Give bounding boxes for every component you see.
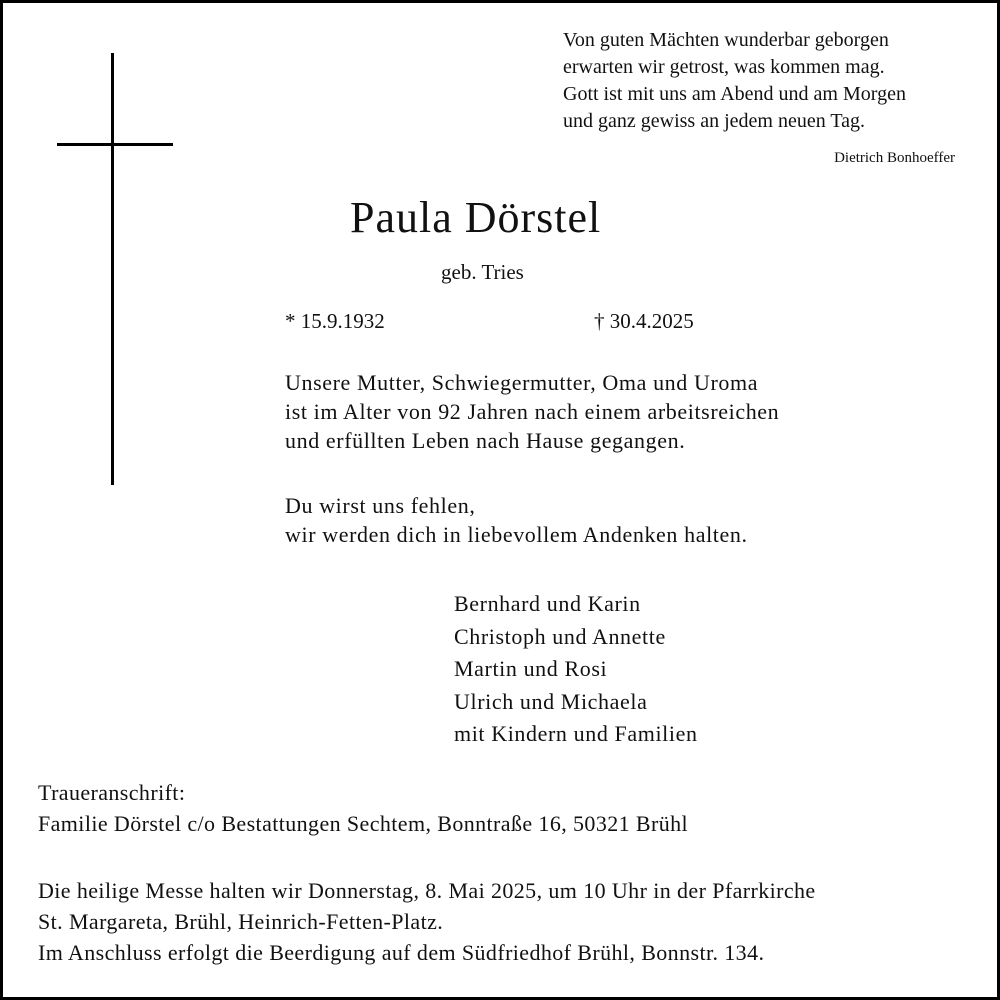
message-line: Du wirst uns fehlen,: [285, 493, 476, 518]
service-line: St. Margareta, Brühl, Heinrich-Fetten-Platz.: [38, 909, 444, 934]
cross-icon-vertical-bar: [111, 53, 114, 485]
quote-line: erwarten wir getrost, was kommen mag.: [563, 56, 885, 78]
family-member: mit Kindern und Familien: [454, 721, 698, 746]
service-line: Die heilige Messe halten wir Donnerstag, 8. Mai 2025, um 10 Uhr in der Pfarrkirche: [38, 878, 816, 903]
birth-name: geb. Tries: [441, 260, 524, 284]
death-date: † 30.4.2025: [594, 309, 694, 333]
family-member: Bernhard und Karin: [454, 591, 641, 616]
quote-line: Von guten Mächten wunderbar geborgen: [563, 29, 889, 51]
message-line: wir werden dich in liebevollem Andenken halten.: [285, 522, 748, 547]
birth-date: * 15.9.1932: [285, 309, 385, 333]
message-paragraph-1: [285, 368, 779, 455]
service-line: Im Anschluss erfolgt die Beerdigung auf dem Südfriedhof Brühl, Bonnstr. 134.: [38, 940, 765, 965]
deceased-name: Paula Dörstel: [350, 193, 602, 242]
message-line: ist im Alter von 92 Jahren nach einem arbeitsreichen: [285, 399, 780, 424]
family-member: Martin und Rosi: [454, 656, 608, 681]
mourning-address: [38, 777, 688, 839]
family-member: Christoph und Annette: [454, 623, 666, 649]
message-line: und erfüllten Leben nach Hause gegangen.: [285, 428, 686, 453]
quote-line: und ganz gewiss an jedem neuen Tag.: [563, 110, 866, 132]
service-info: [38, 875, 816, 968]
message-line: Unsere Mutter, Schwiegermutter, Oma und Uroma: [285, 370, 759, 395]
bonhoeffer-quote: [563, 27, 983, 135]
cross-icon-horizontal-bar: [57, 143, 173, 146]
family-signatures: [454, 588, 698, 751]
family-member: Ulrich und Michaela: [454, 688, 648, 714]
message-paragraph-2: [285, 491, 748, 549]
quote-author: Dietrich Bonhoeffer: [834, 150, 955, 166]
address-value: Familie Dörstel c/o Bestattungen Sechtem, Bonntraße 16, 50321 Brühl: [38, 811, 689, 836]
quote-line: Gott ist mit uns am Abend und am Morgen: [563, 83, 906, 105]
address-label: Traueranschrift:: [38, 780, 186, 805]
